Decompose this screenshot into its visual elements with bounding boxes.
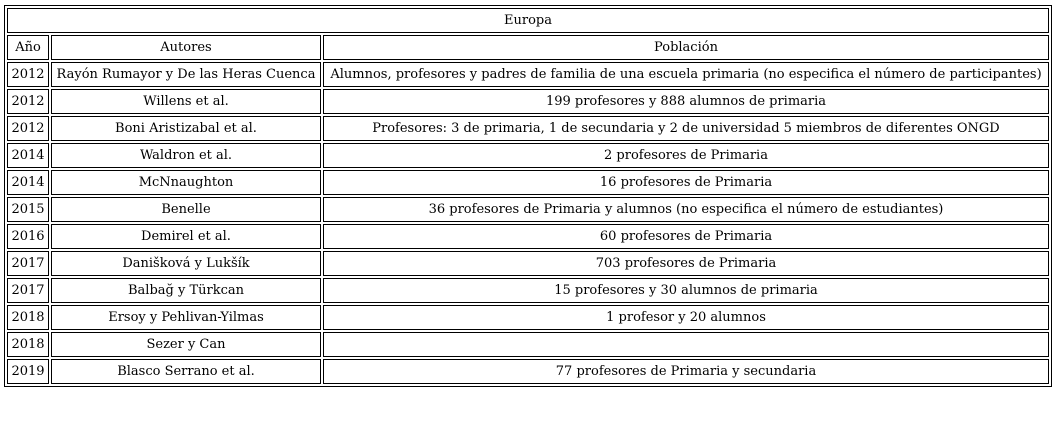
cell-population: 15 profesores y 30 alumnos de primaria xyxy=(323,278,1049,303)
cell-year: 2018 xyxy=(7,305,49,330)
header-row xyxy=(7,35,1049,60)
cell-year: 2014 xyxy=(7,143,49,168)
cell-year: 2012 xyxy=(7,62,49,87)
cell-authors: Ersoy y Pehlivan-Yilmas xyxy=(51,305,321,330)
cell-year: 2018 xyxy=(7,332,49,357)
table-row xyxy=(7,224,1049,249)
table-row xyxy=(7,197,1049,222)
header-population: Población xyxy=(323,35,1049,60)
cell-population: 16 profesores de Primaria xyxy=(323,170,1049,195)
cell-year: 2012 xyxy=(7,89,49,114)
table-container xyxy=(4,5,1052,387)
cell-population: 2 profesores de Primaria xyxy=(323,143,1049,168)
cell-population: 60 profesores de Primaria xyxy=(323,224,1049,249)
table-row xyxy=(7,305,1049,330)
cell-population: 36 profesores de Primaria y alumnos (no especifica el número de estudiantes) xyxy=(323,197,1049,222)
cell-authors: Demirel et al. xyxy=(51,224,321,249)
cell-authors: Willens et al. xyxy=(51,89,321,114)
cell-year: 2014 xyxy=(7,170,49,195)
cell-population: Profesores: 3 de primaria, 1 de secundaria y 2 de universidad 5 miembros de diferentes ONGD xyxy=(323,116,1049,141)
cell-population xyxy=(323,332,1049,357)
cell-authors: Rayón Rumayor y De las Heras Cuenca xyxy=(51,62,321,87)
cell-year: 2015 xyxy=(7,197,49,222)
region-title: Europa xyxy=(7,8,1049,33)
cell-year: 2017 xyxy=(7,278,49,303)
cell-population: 199 profesores y 888 alumnos de primaria xyxy=(323,89,1049,114)
cell-authors: Benelle xyxy=(51,197,321,222)
cell-year: 2019 xyxy=(7,359,49,384)
europe-studies-table xyxy=(4,5,1052,387)
cell-year: 2012 xyxy=(7,116,49,141)
table-row xyxy=(7,170,1049,195)
cell-authors: Waldron et al. xyxy=(51,143,321,168)
header-authors: Autores xyxy=(51,35,321,60)
cell-population: 703 profesores de Primaria xyxy=(323,251,1049,276)
table-row xyxy=(7,143,1049,168)
cell-authors: Blasco Serrano et al. xyxy=(51,359,321,384)
table-row xyxy=(7,251,1049,276)
table-row xyxy=(7,332,1049,357)
cell-population: 77 profesores de Primaria y secundaria xyxy=(323,359,1049,384)
region-row xyxy=(7,8,1049,33)
cell-authors: McNnaughton xyxy=(51,170,321,195)
table-row xyxy=(7,62,1049,87)
cell-authors: Sezer y Can xyxy=(51,332,321,357)
header-year: Año xyxy=(7,35,49,60)
cell-population: Alumnos, profesores y padres de familia de una escuela primaria (no especifica el número de participantes) xyxy=(323,62,1049,87)
table-row xyxy=(7,116,1049,141)
cell-authors: Balbağ y Türkcan xyxy=(51,278,321,303)
cell-authors: Danišková y Lukšík xyxy=(51,251,321,276)
cell-year: 2016 xyxy=(7,224,49,249)
table-row xyxy=(7,89,1049,114)
cell-authors: Boni Aristizabal et al. xyxy=(51,116,321,141)
table-row xyxy=(7,278,1049,303)
table-row xyxy=(7,359,1049,384)
cell-year: 2017 xyxy=(7,251,49,276)
cell-population: 1 profesor y 20 alumnos xyxy=(323,305,1049,330)
